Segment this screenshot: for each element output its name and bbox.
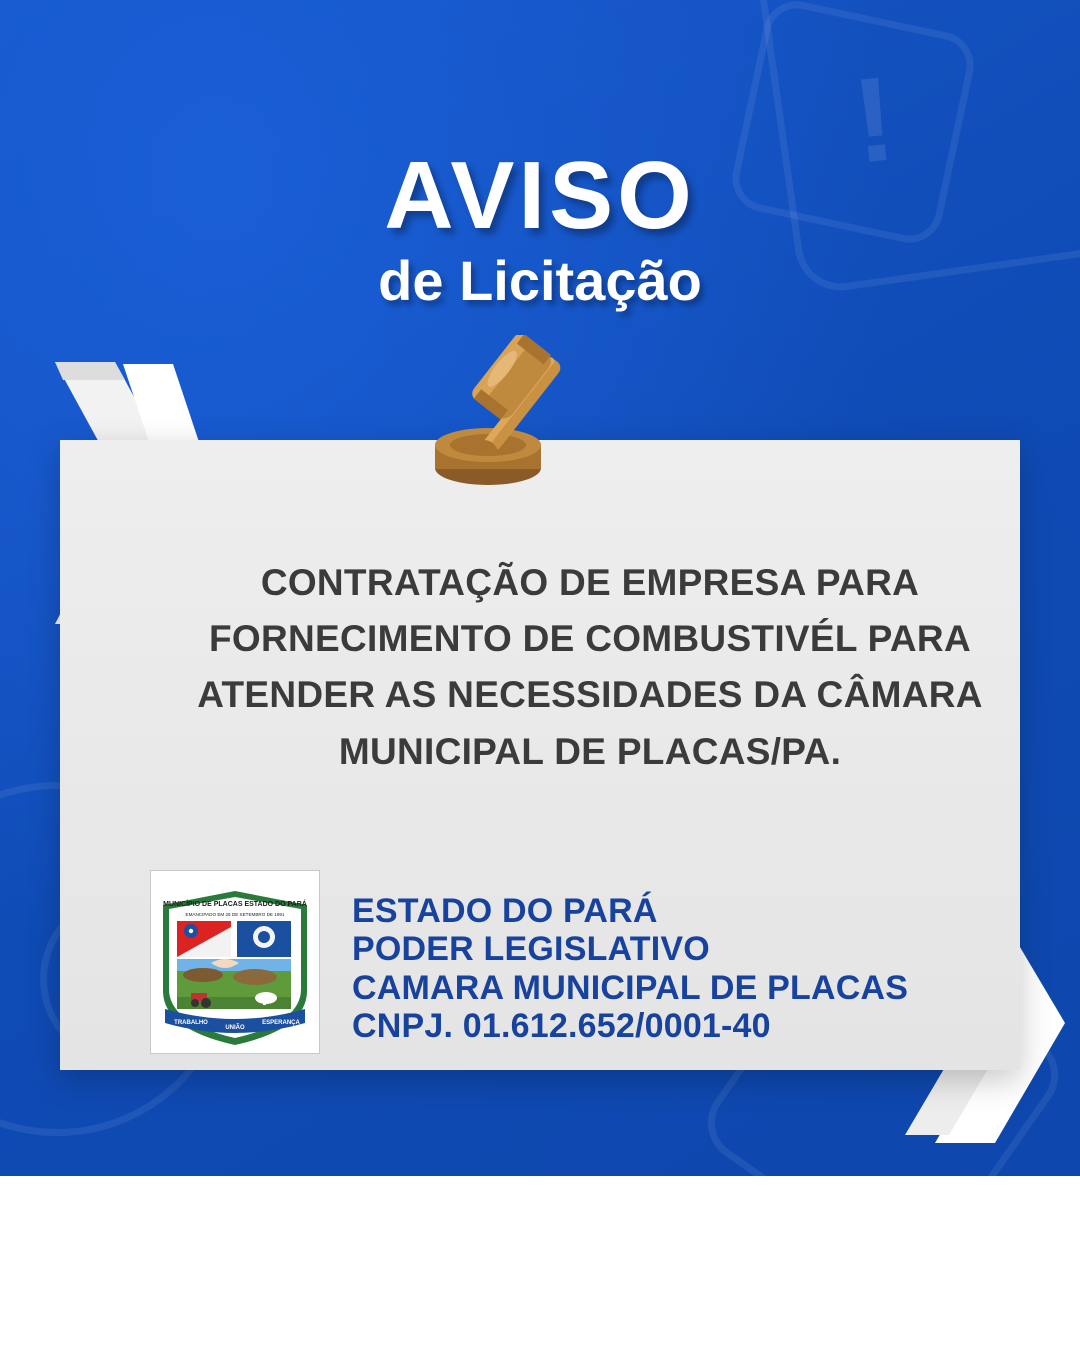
org-line-chamber: CAMARA MUNICIPAL DE PLACAS — [352, 968, 909, 1007]
notice-text: CONTRATAÇÃO DE EMPRESA PARA FORNECIMENTO DE COMBUSTIVÉL PARA ATENDER AS NECESSIDADES DA CÂMARA MUNICIPAL DE PLACAS/PA. — [197, 562, 983, 772]
org-line-cnpj: CNPJ. 01.612.652/0001-40 — [352, 1007, 771, 1046]
svg-text:TRABALHO: TRABALHO — [174, 1020, 208, 1026]
org-line-branch: PODER LEGISLATIVO — [352, 930, 710, 969]
headline-main: AVISO — [384, 142, 696, 249]
bottom-white-strip — [0, 1176, 1080, 1350]
notice-card — [60, 440, 1020, 1070]
organization-lines — [352, 892, 908, 1046]
city-coat-of-arms-icon — [150, 870, 320, 1054]
exclamation-icon: ! — [847, 51, 901, 189]
org-line-state: ESTADO DO PARÁ — [352, 892, 658, 930]
svg-text:ESPERANÇA: ESPERANÇA — [262, 1020, 300, 1026]
headline-sub: de Licitação — [378, 249, 702, 312]
page-title — [0, 142, 1080, 312]
svg-text:UNIÃO: UNIÃO — [225, 1025, 245, 1031]
gavel-icon — [415, 335, 605, 510]
svg-text:EMANCIPADO EM 26 DE SETEMBRO D: EMANCIPADO EM 26 DE SETEMBRO DE 1991 — [185, 912, 285, 917]
organization-footer — [150, 870, 908, 1054]
svg-text:MUNICÍPIO DE PLACAS ESTADO DO: MUNICÍPIO DE PLACAS ESTADO DO PARÁ — [163, 901, 307, 908]
